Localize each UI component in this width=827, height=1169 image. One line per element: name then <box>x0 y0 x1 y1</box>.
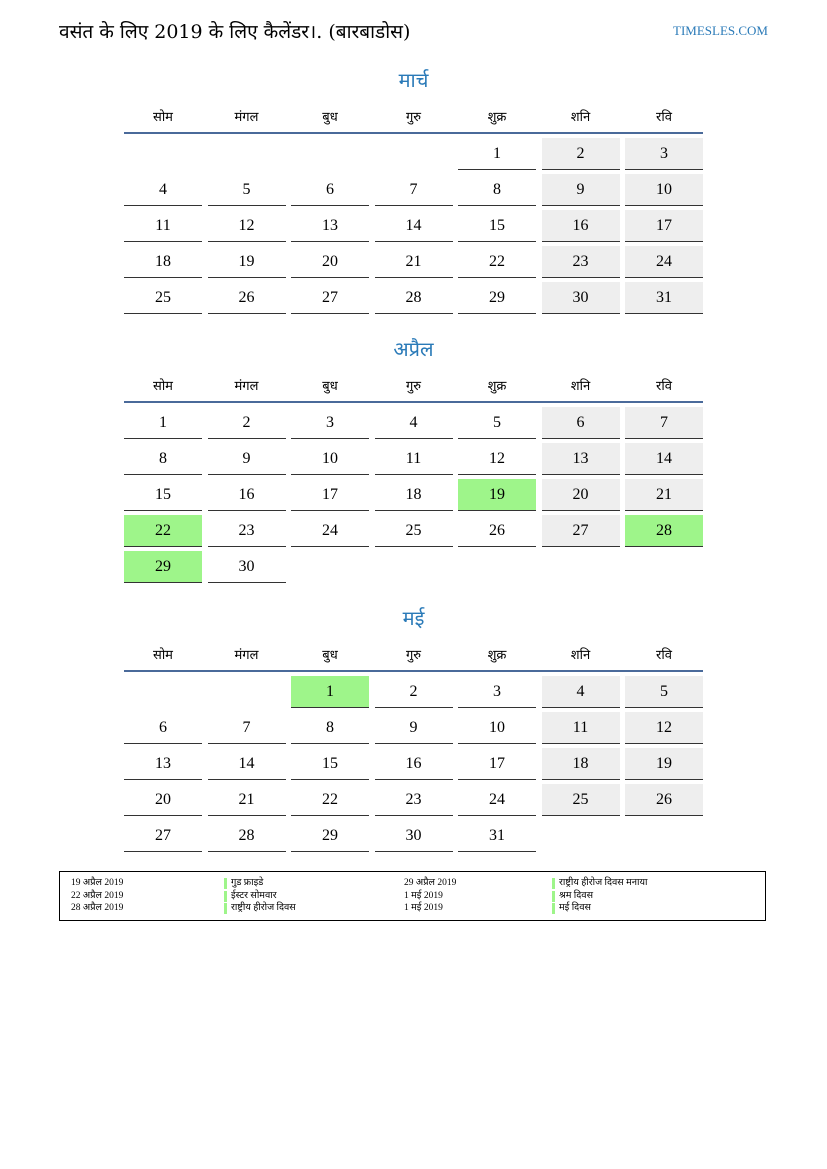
day-cell[interactable]: 18 <box>542 748 620 780</box>
day-cell[interactable]: 16 <box>542 210 620 242</box>
day-cell[interactable]: 3 <box>625 138 703 170</box>
day-cell[interactable]: 17 <box>291 479 369 511</box>
month-may <box>124 604 703 852</box>
day-cell[interactable]: 15 <box>291 748 369 780</box>
holiday-day-cell[interactable]: 19 <box>458 479 536 511</box>
day-cell[interactable]: 8 <box>124 443 202 475</box>
day-cell[interactable]: 26 <box>458 515 536 547</box>
weekday-label: बुध <box>322 379 338 394</box>
page-title: वसंत के लिए 2019 के लिए कैलेंडर।. (बारबाडोस) <box>59 21 411 43</box>
day-cell[interactable]: 12 <box>625 712 703 744</box>
weekday-label: सोम <box>153 110 173 125</box>
weekday-label: रवि <box>656 648 672 663</box>
weekday-label: गुरु <box>405 110 422 125</box>
day-cell[interactable]: 27 <box>124 820 202 852</box>
day-cell[interactable]: 12 <box>208 210 286 242</box>
day-cell[interactable]: 27 <box>291 282 369 314</box>
day-cell[interactable]: 15 <box>124 479 202 511</box>
day-cell[interactable]: 11 <box>375 443 453 475</box>
empty-cell <box>208 676 286 708</box>
empty-cell <box>375 138 453 170</box>
day-cell[interactable]: 26 <box>625 784 703 816</box>
empty-cell <box>291 138 369 170</box>
day-cell[interactable]: 17 <box>625 210 703 242</box>
weekday-label: सोम <box>153 379 173 394</box>
weekday-header <box>124 100 703 134</box>
day-cell[interactable]: 25 <box>375 515 453 547</box>
holiday-date: 19 अप्रैल 2019 <box>71 878 124 888</box>
day-cell[interactable]: 19 <box>208 246 286 278</box>
holiday-name: राष्ट्रीय हीरोज दिवस <box>224 902 404 915</box>
day-cell[interactable]: 16 <box>208 479 286 511</box>
weekday-label: गुरु <box>405 648 422 663</box>
day-cell[interactable]: 30 <box>542 282 620 314</box>
holiday-date: 1 मई 2019 <box>404 903 443 913</box>
day-cell[interactable]: 3 <box>458 676 536 708</box>
holiday-legend-grid <box>71 877 757 915</box>
day-cell[interactable]: 2 <box>375 676 453 708</box>
month-april <box>124 335 703 583</box>
day-cell[interactable]: 20 <box>124 784 202 816</box>
day-cell[interactable]: 11 <box>542 712 620 744</box>
holiday-legend <box>59 871 766 921</box>
day-cell[interactable]: 10 <box>291 443 369 475</box>
day-cell[interactable]: 20 <box>542 479 620 511</box>
day-cell[interactable]: 21 <box>625 479 703 511</box>
day-cell[interactable]: 25 <box>542 784 620 816</box>
month-march <box>124 66 703 314</box>
holiday-name: ईस्टर सोमवार <box>224 890 404 903</box>
day-cell[interactable]: 19 <box>625 748 703 780</box>
day-cell[interactable]: 4 <box>375 407 453 439</box>
day-cell[interactable]: 9 <box>542 174 620 206</box>
day-cell[interactable]: 13 <box>124 748 202 780</box>
day-cell[interactable]: 15 <box>458 210 536 242</box>
holiday-name: गुड फ्राइडे <box>224 877 404 890</box>
month-title: अप्रैल <box>393 337 434 361</box>
month-title: मार्च <box>398 68 429 92</box>
weekday-label: मंगल <box>234 379 259 394</box>
holiday-name: मई दिवस <box>552 902 757 915</box>
weekday-label: गुरु <box>405 379 422 394</box>
day-cell[interactable]: 28 <box>375 282 453 314</box>
day-cell[interactable]: 5 <box>208 174 286 206</box>
holiday-date: 22 अप्रैल 2019 <box>71 890 124 901</box>
empty-cell <box>124 676 202 708</box>
day-cell[interactable]: 29 <box>458 282 536 314</box>
day-cell[interactable]: 5 <box>625 676 703 708</box>
holiday-date: 1 मई 2019 <box>404 890 443 901</box>
day-cell[interactable]: 25 <box>124 282 202 314</box>
weekday-label: शुक्र <box>487 110 507 125</box>
day-grid <box>124 407 703 583</box>
day-cell[interactable]: 4 <box>542 676 620 708</box>
day-cell[interactable]: 18 <box>124 246 202 278</box>
weekday-label: शनि <box>570 379 591 394</box>
day-cell[interactable]: 2 <box>542 138 620 170</box>
day-cell[interactable]: 14 <box>625 443 703 475</box>
weekday-header <box>124 369 703 403</box>
weekday-label: शनि <box>570 648 591 663</box>
day-cell[interactable]: 26 <box>208 282 286 314</box>
day-cell[interactable]: 17 <box>458 748 536 780</box>
day-cell[interactable]: 11 <box>124 210 202 242</box>
holiday-name: राष्ट्रीय हीरोज दिवस मनाया <box>552 877 757 890</box>
weekday-label: रवि <box>656 110 672 125</box>
weekday-label: सोम <box>153 648 173 663</box>
day-cell[interactable]: 31 <box>625 282 703 314</box>
day-cell[interactable]: 30 <box>208 551 286 583</box>
day-cell[interactable]: 8 <box>291 712 369 744</box>
day-cell[interactable]: 6 <box>291 174 369 206</box>
weekday-label: शुक्र <box>487 648 507 663</box>
weekday-label: शनि <box>570 110 591 125</box>
day-cell[interactable]: 23 <box>542 246 620 278</box>
holiday-date: 29 अप्रैल 2019 <box>404 878 457 888</box>
weekday-label: मंगल <box>234 648 259 663</box>
day-cell[interactable]: 6 <box>124 712 202 744</box>
day-cell[interactable]: 30 <box>375 820 453 852</box>
day-cell[interactable]: 7 <box>375 174 453 206</box>
day-cell[interactable]: 6 <box>542 407 620 439</box>
day-cell[interactable]: 14 <box>375 210 453 242</box>
weekday-label: रवि <box>656 379 672 394</box>
day-cell[interactable]: 20 <box>291 246 369 278</box>
day-cell[interactable]: 3 <box>291 407 369 439</box>
day-cell[interactable]: 16 <box>375 748 453 780</box>
day-cell[interactable]: 1 <box>124 407 202 439</box>
day-cell[interactable]: 27 <box>542 515 620 547</box>
day-cell[interactable]: 4 <box>124 174 202 206</box>
holiday-day-cell[interactable]: 28 <box>625 515 703 547</box>
day-grid <box>124 676 703 852</box>
day-cell[interactable]: 22 <box>458 246 536 278</box>
day-cell[interactable]: 31 <box>458 820 536 852</box>
day-cell[interactable]: 13 <box>542 443 620 475</box>
weekday-header <box>124 638 703 672</box>
day-cell[interactable]: 23 <box>208 515 286 547</box>
day-cell[interactable]: 23 <box>375 784 453 816</box>
holiday-name: श्रम दिवस <box>552 890 757 903</box>
day-cell[interactable]: 18 <box>375 479 453 511</box>
day-cell[interactable]: 24 <box>625 246 703 278</box>
day-cell[interactable]: 21 <box>375 246 453 278</box>
site-link[interactable]: TIMESLES.COM <box>673 23 768 38</box>
weekday-label: बुध <box>322 648 338 663</box>
day-cell[interactable]: 12 <box>458 443 536 475</box>
empty-cell <box>124 138 202 170</box>
weekday-label: बुध <box>322 110 338 125</box>
day-cell[interactable]: 9 <box>208 443 286 475</box>
month-title: मई <box>402 606 425 630</box>
day-cell[interactable]: 7 <box>625 407 703 439</box>
weekday-label: शुक्र <box>487 379 507 394</box>
day-cell[interactable]: 13 <box>291 210 369 242</box>
holiday-day-cell[interactable]: 29 <box>124 551 202 583</box>
day-cell[interactable]: 7 <box>208 712 286 744</box>
day-cell[interactable]: 1 <box>458 138 536 170</box>
day-cell[interactable]: 8 <box>458 174 536 206</box>
day-cell[interactable]: 10 <box>458 712 536 744</box>
day-cell[interactable]: 21 <box>208 784 286 816</box>
holiday-day-cell[interactable]: 22 <box>124 515 202 547</box>
day-cell[interactable]: 9 <box>375 712 453 744</box>
day-cell[interactable]: 24 <box>291 515 369 547</box>
day-cell[interactable]: 14 <box>208 748 286 780</box>
day-cell[interactable]: 24 <box>458 784 536 816</box>
weekday-label: मंगल <box>234 110 259 125</box>
empty-cell <box>208 138 286 170</box>
day-grid <box>124 138 703 314</box>
day-cell[interactable]: 10 <box>625 174 703 206</box>
day-cell[interactable]: 28 <box>208 820 286 852</box>
holiday-date: 28 अप्रैल 2019 <box>71 903 124 913</box>
holiday-day-cell[interactable]: 1 <box>291 676 369 708</box>
day-cell[interactable]: 29 <box>291 820 369 852</box>
day-cell[interactable]: 2 <box>208 407 286 439</box>
day-cell[interactable]: 5 <box>458 407 536 439</box>
day-cell[interactable]: 22 <box>291 784 369 816</box>
